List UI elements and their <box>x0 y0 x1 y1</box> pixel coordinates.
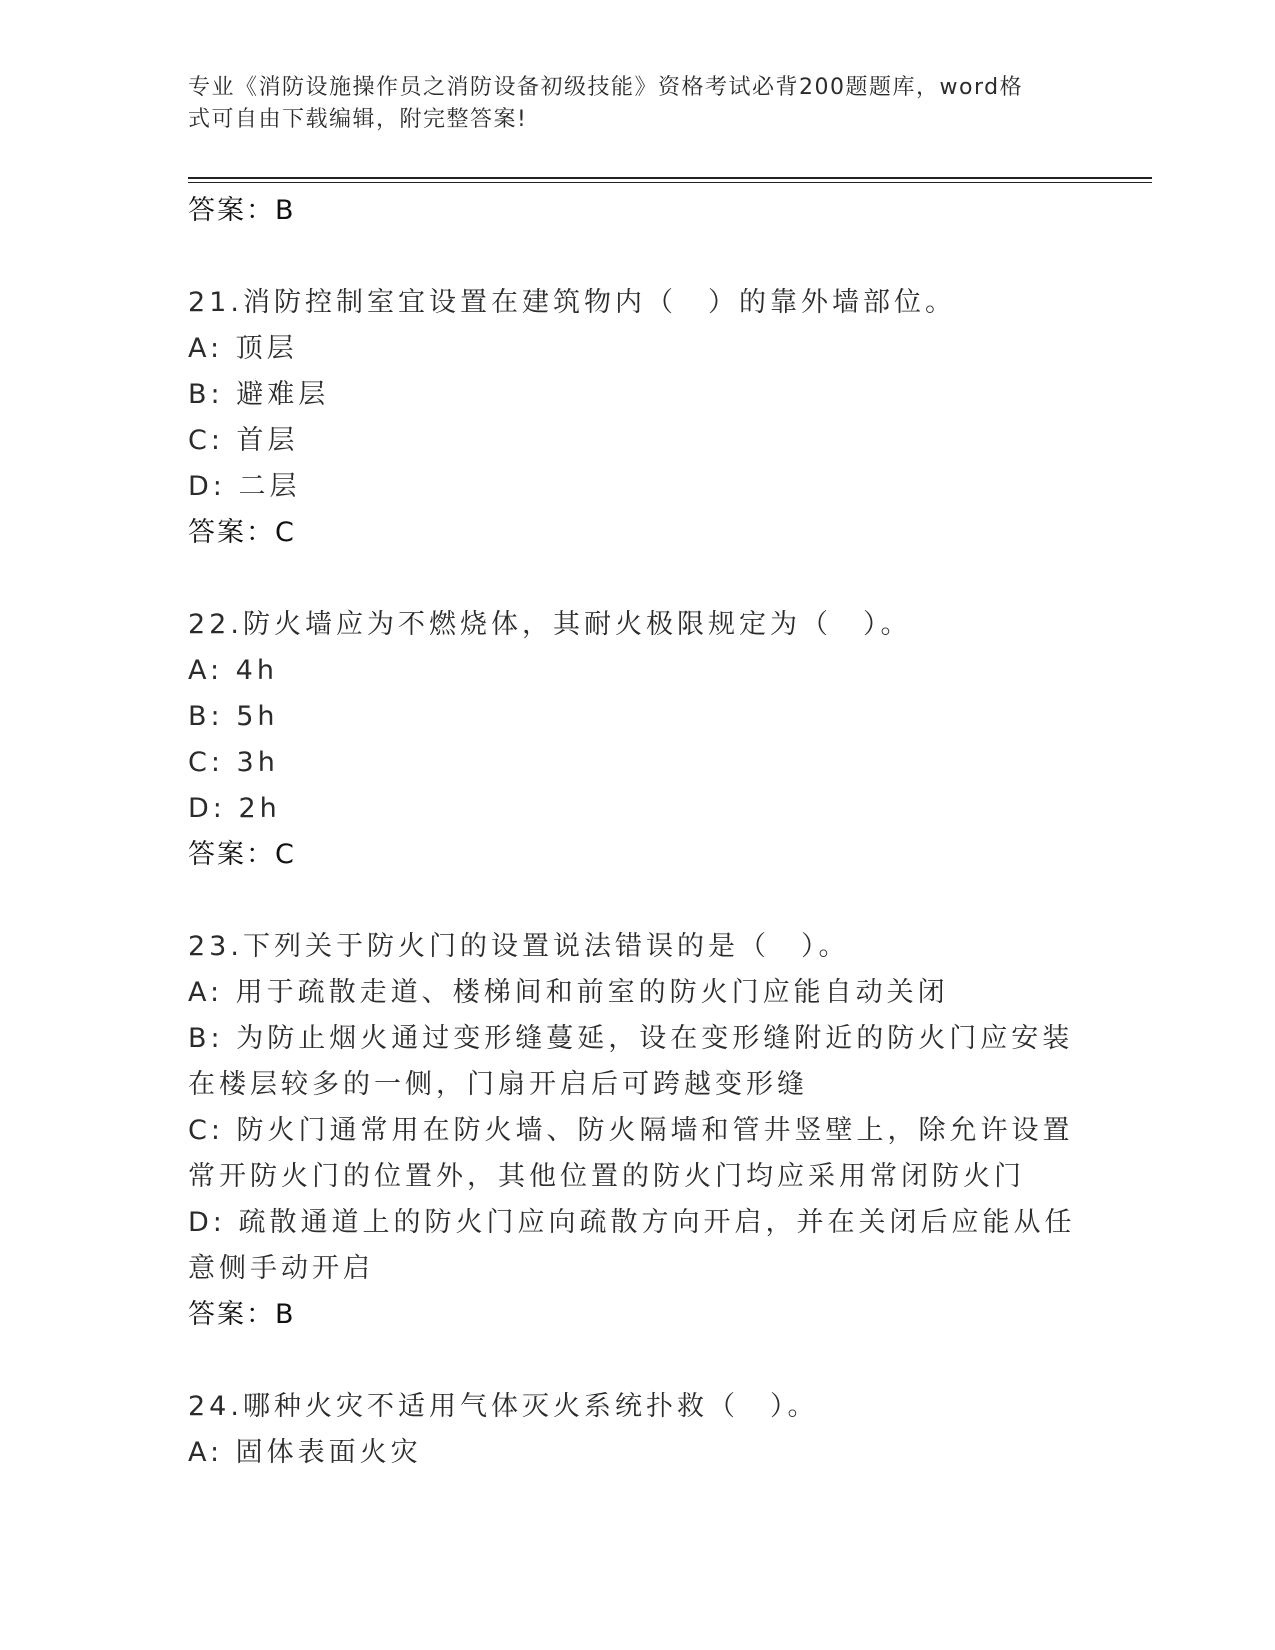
option-a: A: 4h <box>188 655 278 686</box>
option-d: D: 二层 <box>188 471 301 502</box>
question-text: 24.哪种火灾不适用气体灭火系统扑救（ ）。 <box>188 1391 819 1422</box>
option-a: A: 固体表面火灾 <box>188 1437 422 1468</box>
question-text: 23.下列关于防火门的设置说法错误的是（ ）。 <box>188 931 850 962</box>
header-divider-thick <box>188 177 1152 179</box>
document-header <box>188 72 1068 136</box>
option-c: C: 防火门通常用在防火墙、防火隔墙和管井竖壁上，除允许设置常开防火门的位置外，其他位置的防火门均应采用常闭防火门 <box>188 1115 1074 1192</box>
option-c: C: 3h <box>188 747 279 778</box>
question-22 <box>188 602 1088 878</box>
option-c: C: 首层 <box>188 425 299 456</box>
header-line-1: 专业《消防设施操作员之消防设备初级技能》资格考试必背200题题库，word格 <box>188 75 1024 100</box>
header-divider-thin <box>188 182 1152 183</box>
option-a: A: 用于疏散走道、楼梯间和前室的防火门应能自动关闭 <box>188 977 949 1008</box>
question-24 <box>188 1384 1088 1476</box>
option-a: A: 顶层 <box>188 333 298 364</box>
question-list <box>188 188 1088 1476</box>
option-d: D: 2h <box>188 793 281 824</box>
question-text: 22.防火墙应为不燃烧体，其耐火极限规定为（ ）。 <box>188 609 912 640</box>
option-d: D: 疏散通道上的防火门应向疏散方向开启，并在关闭后应能从任意侧手动开启 <box>188 1207 1076 1284</box>
question-21 <box>188 280 1088 556</box>
option-b: B: 5h <box>188 701 279 732</box>
option-b: B: 为防止烟火通过变形缝蔓延，设在变形缝附近的防火门应安装在楼层较多的一侧，门扇开启后可跨越变形缝 <box>188 1023 1074 1100</box>
question-23 <box>188 924 1088 1338</box>
answer: 答案：C <box>188 839 296 870</box>
question-text: 21.消防控制室宜设置在建筑物内（ ）的靠外墙部位。 <box>188 287 956 318</box>
answer: 答案：B <box>188 1299 296 1330</box>
previous-answer: 答案：B <box>188 195 296 226</box>
header-line-2: 式可自由下载编辑，附完整答案! <box>188 107 528 132</box>
answer: 答案：C <box>188 517 296 548</box>
option-b: B: 避难层 <box>188 379 330 410</box>
